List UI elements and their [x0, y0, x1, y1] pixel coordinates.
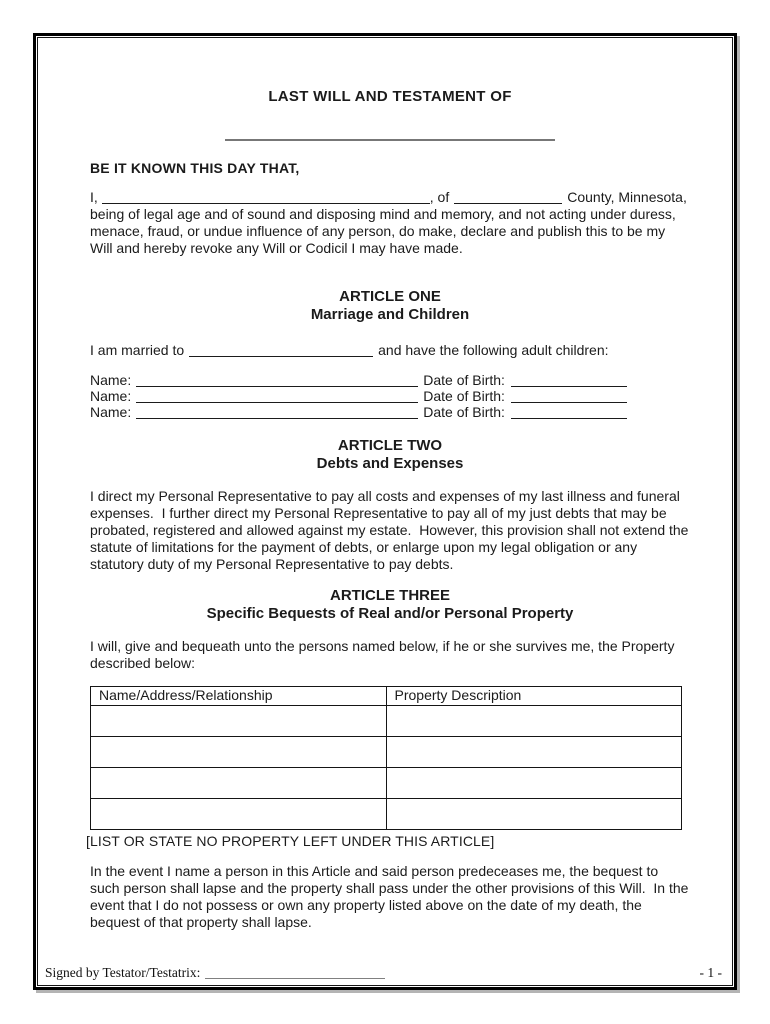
bequest-property-cell[interactable]	[386, 706, 682, 737]
married-line-post: and have the following adult children:	[378, 342, 609, 358]
article-one-title: ARTICLE ONE	[339, 288, 441, 305]
bequest-table-header-name: Name/Address/Relationship	[91, 687, 387, 706]
page-border-inner-rule	[37, 37, 733, 986]
married-line-pre: I am married to	[90, 342, 185, 358]
bequest-table-row	[91, 768, 682, 799]
signed-by-label: Signed by Testator/Testatrix:	[45, 965, 201, 980]
bequest-table-row	[91, 706, 682, 737]
bequest-property-cell[interactable]	[386, 768, 682, 799]
be-it-known-heading: BE IT KNOWN THIS DAY THAT,	[90, 160, 300, 176]
article-three-subtitle: Specific Bequests of Real and/or Personal Property	[206, 605, 574, 622]
bequest-table-header-property: Property Description	[386, 687, 682, 706]
child-name-label: Name:	[90, 372, 132, 388]
child-row	[90, 372, 690, 388]
child-name-blank[interactable]	[136, 401, 418, 403]
article-three-title: ARTICLE THREE	[330, 587, 450, 604]
child-dob-blank[interactable]	[511, 417, 627, 419]
testator-signature-blank[interactable]	[205, 977, 385, 979]
child-dob-blank[interactable]	[511, 401, 627, 403]
bequest-table	[90, 686, 682, 830]
document-content	[38, 38, 732, 931]
child-dob-blank[interactable]	[511, 385, 627, 387]
child-row	[90, 388, 690, 404]
lapse-paragraph: In the event I name a person in this Article and said person predeceases me, the bequest to such person shall lapse and the property shall pass under the other provisions of this Will. In the event that I do not possess or own any property listed above on the date of my death, the bequest of that property shall lapse.	[90, 863, 693, 930]
county-blank[interactable]	[454, 202, 562, 204]
testator-name-blank-line[interactable]	[225, 139, 555, 141]
page-border-frame	[33, 33, 737, 990]
bequest-table-body	[91, 706, 682, 830]
child-name-blank[interactable]	[136, 385, 418, 387]
bequest-property-cell[interactable]	[386, 737, 682, 768]
page-footer	[45, 965, 722, 981]
child-dob-label: Date of Birth:	[423, 404, 505, 420]
child-name-label: Name:	[90, 388, 132, 404]
debts-paragraph: I direct my Personal Representative to pay all costs and expenses of my last illness and funeral expenses. I further direct my Personal Representative to pay all of my just debts that may be probated, registered and allowed against my estate. However, this provision shall not extend the statute of limitations for the payment of debts, or enlarge upon my legal obligation or any statutory duty of my Personal Representative to pay debts.	[90, 488, 693, 572]
testator-intro-line	[90, 189, 690, 206]
signature-line	[45, 965, 385, 981]
child-row	[90, 404, 690, 420]
bequest-property-cell[interactable]	[386, 799, 682, 830]
intro-line-mid: , of	[429, 189, 450, 205]
bequest-table-header-row	[91, 687, 682, 706]
bequest-name-cell[interactable]	[91, 737, 387, 768]
article-two-title: ARTICLE TWO	[337, 437, 443, 454]
child-dob-label: Date of Birth:	[423, 388, 505, 404]
children-list	[90, 372, 690, 420]
testator-name-blank[interactable]	[102, 202, 430, 204]
married-to-line	[90, 342, 690, 359]
bequest-table-row	[91, 737, 682, 768]
bequest-name-cell[interactable]	[91, 768, 387, 799]
child-name-label: Name:	[90, 404, 132, 420]
bequest-table-row	[91, 799, 682, 830]
spouse-name-blank[interactable]	[189, 355, 373, 357]
child-dob-label: Date of Birth:	[423, 372, 505, 388]
bequeath-intro-paragraph: I will, give and bequeath unto the persons named below, if he or she survives me, the Property described below:	[90, 638, 679, 671]
no-property-note: [LIST OR STATE NO PROPERTY LEFT UNDER THIS ARTICLE]	[86, 833, 495, 849]
bequest-name-cell[interactable]	[91, 706, 387, 737]
article-two-subtitle: Debts and Expenses	[316, 455, 464, 472]
page-number: - 1 -	[699, 965, 722, 980]
intro-line-post: County, Minnesota,	[567, 189, 687, 205]
page-title: LAST WILL AND TESTAMENT OF	[268, 88, 512, 105]
intro-paragraph: being of legal age and of sound and disposing mind and memory, and not acting under duress, menace, fraud, or undue influence of any person, do make, declare and publish this to be my Will and hereby revoke any Will or Codicil I may have made.	[90, 206, 680, 256]
intro-line-pre: I,	[90, 189, 98, 205]
child-name-blank[interactable]	[136, 417, 418, 419]
bequest-name-cell[interactable]	[91, 799, 387, 830]
article-one-subtitle: Marriage and Children	[310, 306, 470, 323]
